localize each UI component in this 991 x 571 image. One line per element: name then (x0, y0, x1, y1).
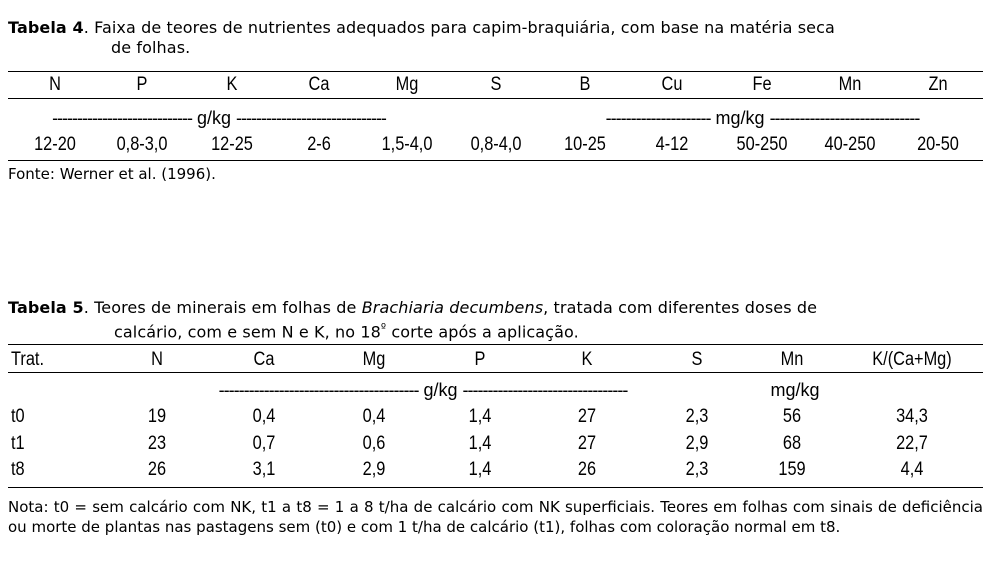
table5-row-t1-col-5: 27 (577, 432, 597, 454)
table5-row-t0-col-1: 19 (147, 406, 167, 427)
table5-unit-left: ---------------------------------------- g/kg --------------------------------- (218, 380, 628, 400)
table4-value-k: 12-25 (211, 134, 253, 155)
table5-label: Tabela 5 (8, 298, 84, 317)
table4-header-fe: Fe (752, 74, 772, 95)
table5-header-3: Mg (362, 349, 386, 370)
table4-caption-text: . Faixa de teores de nutrientes adequados para capim-braquiária, com base na matéria seca (83, 18, 835, 37)
table5-row-t8-col-6: 2,3 (685, 459, 709, 480)
table5-header-rule (8, 372, 983, 373)
table5-caption-ordinal: º (380, 321, 387, 334)
table4-value-b: 10-25 (564, 134, 606, 155)
table5-row-t0-col-8: 34,3 (896, 406, 928, 427)
table5-row-t8-col-1: 26 (147, 459, 167, 480)
table5-caption-line2-post: corte após a aplicação. (386, 322, 579, 342)
table5-header-8: K/(Ca+Mg) (872, 349, 952, 370)
table4-value-s: 0,8-4,0 (470, 134, 522, 155)
table4-label: Tabela 4 (8, 18, 84, 37)
table5-note: Nota: t0 = sem calcário com NK, t1 a t8 = 1 a 8 t/ha de calcário com NK superficiais. Teores em folhas com sinais de deficiência ou morte de plantas nas pastagens sem (t0) e com 1 t/ha de calcário (t1), folhas com coloração normal em t8. (8, 498, 983, 536)
table5-row-t1-col-8: 22,7 (896, 432, 928, 454)
table4-value-p: 0,8-3,0 (116, 134, 168, 155)
table4-value-mn: 40-250 (824, 134, 876, 155)
table4-header-k: K (226, 74, 238, 95)
table5-row-t8-col-3: 2,9 (362, 459, 386, 480)
table4-unit-right: --------------------- mg/kg ------------------------------ (605, 108, 920, 128)
table5-row-t0-col-6: 2,3 (685, 406, 709, 427)
table5-caption-pre: . Teores de minerais em folhas de (83, 298, 362, 317)
table4-header-cu: Cu (661, 74, 683, 95)
table4-value-ca: 2-6 (307, 134, 331, 155)
table4-header-zn: Zn (928, 74, 948, 95)
table4-bottom-rule (8, 160, 983, 161)
table5-header-6: S (691, 349, 703, 370)
table4-header-n: N (49, 74, 61, 95)
table5-header-1: N (151, 349, 163, 370)
table4-unit-right-label: mg/kg (715, 108, 765, 128)
table4-header-mn: Mn (838, 74, 862, 95)
table5-caption (8, 298, 983, 342)
table4-header-mg: Mg (395, 74, 419, 95)
table5-row-t1-trat: t1 (11, 432, 25, 454)
table5-row-t0-col-7: 56 (782, 406, 802, 427)
table5-row-t0-col-3: 0,4 (362, 406, 386, 427)
table4-caption (8, 18, 983, 58)
table5-unit-right (745, 379, 845, 401)
table5-row-t1-col-3: 0,6 (362, 432, 386, 454)
table5-row-t8-col-7: 159 (778, 459, 806, 480)
table5-unit-left-label: g/kg (423, 380, 458, 400)
table5-row-t1-col-1: 23 (147, 432, 167, 454)
table5-header-4: P (474, 349, 486, 370)
table4-header-b: B (579, 74, 591, 95)
table5-row-t1-col-2: 0,7 (252, 432, 276, 454)
table4-header-s: S (490, 74, 502, 95)
table5-header-2: Ca (253, 349, 275, 370)
table4-unit-left: ---------------------------- g/kg ------------------------------ (52, 108, 386, 128)
table5-row-t8-trat: t8 (11, 459, 25, 480)
table5-row-t0-col-4: 1,4 (468, 406, 492, 427)
table5-header-5: K (581, 349, 593, 370)
table5-row-t0-col-2: 0,4 (252, 406, 276, 427)
table4-value-n: 12-20 (34, 134, 76, 155)
table4-value-cu: 4-12 (655, 134, 689, 155)
table4-unit-left-label: g/kg (196, 108, 232, 128)
table4-header-p: P (136, 74, 148, 95)
table5-caption-species: Brachiaria decumbens (361, 298, 544, 317)
table5-row-t8-col-4: 1,4 (468, 459, 492, 480)
table5-header-trat: Trat. (11, 349, 44, 370)
table5-header-7: Mn (780, 349, 804, 370)
table5-top-rule (8, 344, 983, 345)
table5-bottom-rule (8, 487, 983, 488)
table4-value-zn: 20-50 (917, 134, 959, 155)
table5-row-t1-col-7: 68 (782, 432, 802, 454)
table4-source: Fonte: Werner et al. (1996). (8, 165, 216, 183)
table5-caption-line2-pre: calcário, com e sem N e K, no 18 (114, 322, 381, 342)
table4-header-ca: Ca (308, 74, 330, 95)
table5-row-t0-trat: t0 (11, 406, 25, 427)
table5-row-t0-col-5: 27 (577, 406, 597, 427)
table4-value-fe: 50-250 (736, 134, 788, 155)
table5-unit-right-label: mg/kg (770, 380, 820, 400)
table5-row-t1-col-6: 2,9 (685, 432, 709, 454)
table5-row-t1-col-4: 1,4 (468, 432, 492, 454)
table4-top-rule (8, 71, 983, 72)
table4-caption-line2: de folhas. (111, 38, 191, 57)
table5-caption-post: , tratada com diferentes doses de (543, 298, 818, 317)
table5-row-t8-col-5: 26 (577, 459, 597, 480)
table5-row-t8-col-2: 3,1 (252, 459, 276, 480)
table4-value-mg: 1,5-4,0 (381, 134, 433, 155)
table4-header-rule (8, 98, 983, 99)
table5-row-t8-col-8: 4,4 (900, 459, 924, 480)
